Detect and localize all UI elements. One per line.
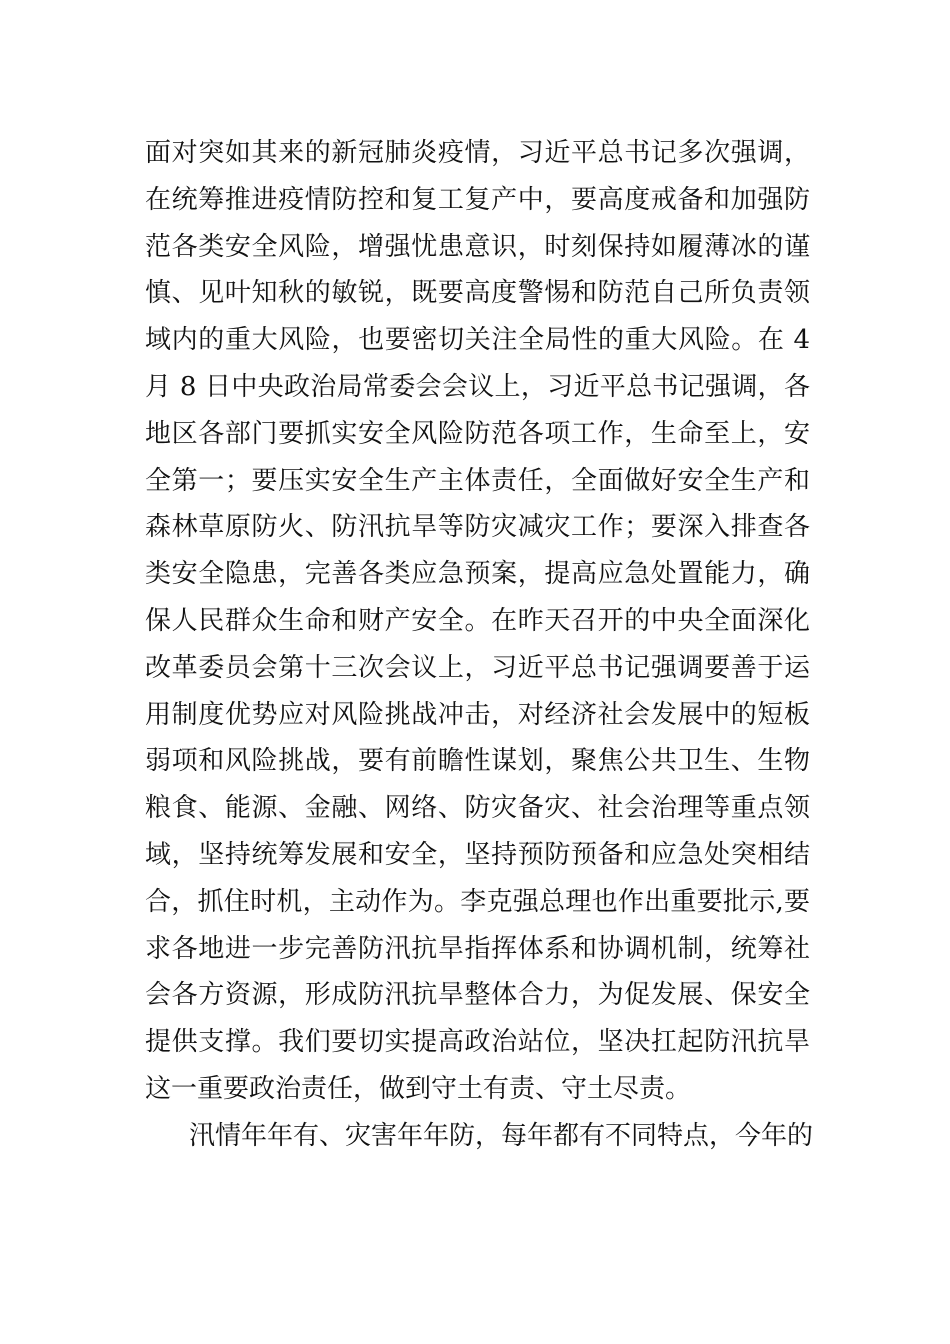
paragraph-line: 求各地进一步完善防汛抗旱指挥体系和协调机制，统筹社 [145,933,810,964]
paragraph-line: 弱项和风险挑战，要有前瞻性谋划，聚焦公共卫生、生物 [145,746,810,777]
paragraph-line: 全第一；要压实安全生产主体责任，全面做好安全生产和 [145,465,810,496]
paragraph-line: 用制度优势应对风险挑战冲击，对经济社会发展中的短板 [145,699,810,730]
paragraph-line: 范各类安全风险，增强忧患意识，时刻保持如履薄冰的谨 [145,231,810,262]
paragraph-line: 森林草原防火、防汛抗旱等防灾减灾工作；要深入排查各 [145,512,810,543]
paragraph-line: 会各方资源，形成防汛抗旱整体合力，为促发展、保安全 [145,980,810,1011]
paragraph-line: 保人民群众生命和财产安全。在昨天召开的中央全面深化 [145,605,810,636]
paragraph-line: 域内的重大风险，也要密切关注全局性的重大风险。在 4 [145,325,810,356]
document-body [145,130,814,1160]
paragraph-line: 合，抓住时机，主动作为。李克强总理也作出重要批示,要 [145,886,810,917]
paragraph-1 [145,130,810,1113]
paragraph-line: 域，坚持统筹发展和安全，坚持预防预备和应急处突相结 [145,839,810,870]
paragraph-line: 月 8 日中央政治局常委会会议上，习近平总书记强调，各 [145,371,810,402]
paragraph-line: 慎、见叶知秋的敏锐，既要高度警惕和防范自己所负责领 [145,278,810,309]
paragraph-line: 汛情年年有、灾害年年防，每年都有不同特点，今年的 [189,1120,814,1151]
paragraph-line: 粮食、能源、金融、网络、防灾备灾、社会治理等重点领 [145,793,810,824]
paragraph-line: 改革委员会第十三次会议上，习近平总书记强调要善于运 [145,652,810,683]
paragraph-line: 在统筹推进疫情防控和复工复产中，要高度戒备和加强防 [145,184,810,215]
paragraph-line: 类安全隐患，完善各类应急预案，提高应急处置能力，确 [145,559,810,590]
paragraph-line: 地区各部门要抓实安全风险防范各项工作，生命至上，安 [145,418,810,449]
paragraph-line: 提供支撑。我们要切实提高政治站位，坚决扛起防汛抗旱 [145,1027,810,1058]
paragraph-2 [145,1113,814,1160]
paragraph-line: 这一重要政治责任，做到守土有责、守土尽责。 [145,1073,692,1104]
paragraph-line: 面对突如其来的新冠肺炎疫情，习近平总书记多次强调， [145,138,810,168]
